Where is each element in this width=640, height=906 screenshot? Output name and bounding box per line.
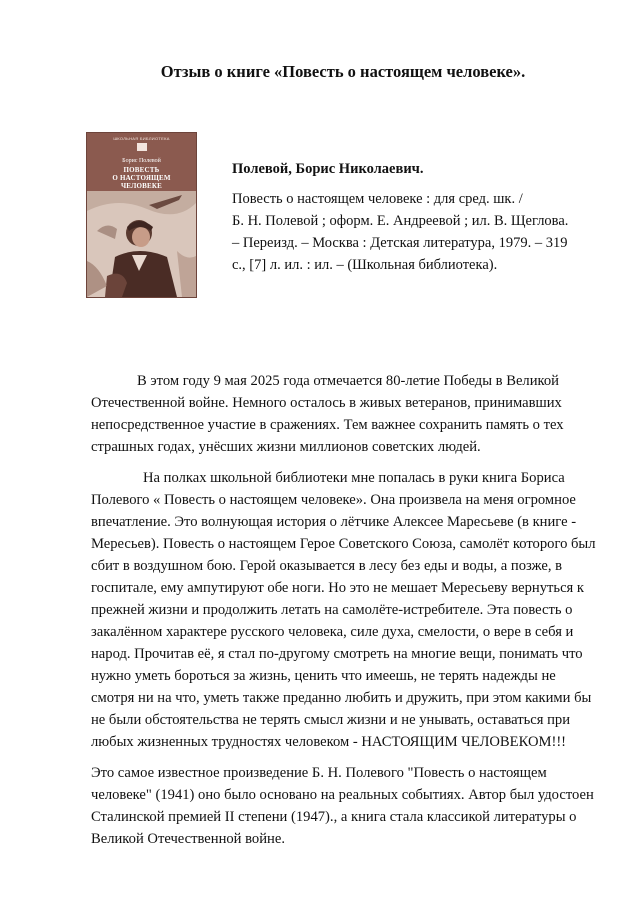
record-line: Б. Н. Полевой ; оформ. Е. Андреевой ; ил. В. Щеглова. bbox=[232, 213, 569, 229]
cover-series: ШКОЛЬНАЯ БИБЛИОТЕКА bbox=[113, 136, 170, 141]
record-line: – Переизд. – Москва : Детская литература, 1979. – 319 bbox=[232, 235, 568, 251]
paragraph: На полках школьной библиотеки мне попалась в руки книга Бориса Полевого « Повесть о настоящем человеке». Она произвела на меня огромное впечатление. Это волнующая история о лётчике Алексее Маресьеве (в книге - Мересьев). Повесть о настоящем Герое Советского Союза, самолёт которого был сбит в воздушном бою. Герой оказывается в лесу без еды и воды, а позже, в госпитале, ему ампутируют обе ноги. Но это не мешает Мересьеву вернуться к прежней жизни и продолжить летать на самолёте-истребителе. Эта повесть о закалённом характере русского человека, силе духа, смелости, о вере в себя и народ. Прочитав её, я стал по-другому смотреть на многие вещи, понимать что нужно уметь бороться за жизнь, ценить что имеешь, не терять надежды не смотря ни на что, уметь также преданно любить и дружить, при этом какими бы не были обстоятельства не терять смысл жизни и не унывать, оставаться при любых жизненных трудностях человеком - НАСТОЯЩИМ ЧЕЛОВЕКОМ!!! bbox=[91, 470, 596, 750]
paragraph: В этом году 9 мая 2025 года отмечается 80-летие Победы в Великой Отечественной войне. Немного осталось в живых ветеранов, принимавших непосредственное участие в сражениях. Тем важнее сохранить память о тех страшных годах, унёсших жизни миллионов советских людей. bbox=[91, 373, 564, 455]
page-title: Отзыв о книге «Повесть о настоящем человеке». bbox=[160, 62, 526, 81]
book-cover-image bbox=[86, 132, 197, 298]
cover-title-line: О НАСТОЯЩЕМ bbox=[112, 174, 171, 182]
cover-author: Борис Полевой bbox=[122, 158, 161, 164]
pilot-illustration-icon bbox=[87, 191, 196, 297]
review-body bbox=[91, 370, 597, 859]
cover-title-line: ПОВЕСТЬ bbox=[123, 166, 160, 174]
bibliographic-record bbox=[232, 158, 612, 276]
cover-title bbox=[87, 166, 196, 190]
record-description bbox=[232, 188, 612, 276]
record-line: с., [7] л. ил. : ил. – (Школьная библиотека). bbox=[232, 257, 498, 273]
paragraph: Это самое известное произведение Б. Н. Полевого "Повесть о настоящем человеке" (1941) оно было основано на реальных событиях. Автор был удостоен Сталинской премией II степени (1947)., а книга стала классикой литературы о Великой Отечественной войне. bbox=[91, 765, 594, 847]
record-author: Полевой, Борис Николаевич. bbox=[232, 161, 424, 177]
series-badge-icon bbox=[137, 143, 147, 151]
cover-title-line: ЧЕЛОВЕКЕ bbox=[120, 182, 163, 190]
record-line: Повесть о настоящем человеке : для сред. шк. / bbox=[232, 191, 523, 207]
